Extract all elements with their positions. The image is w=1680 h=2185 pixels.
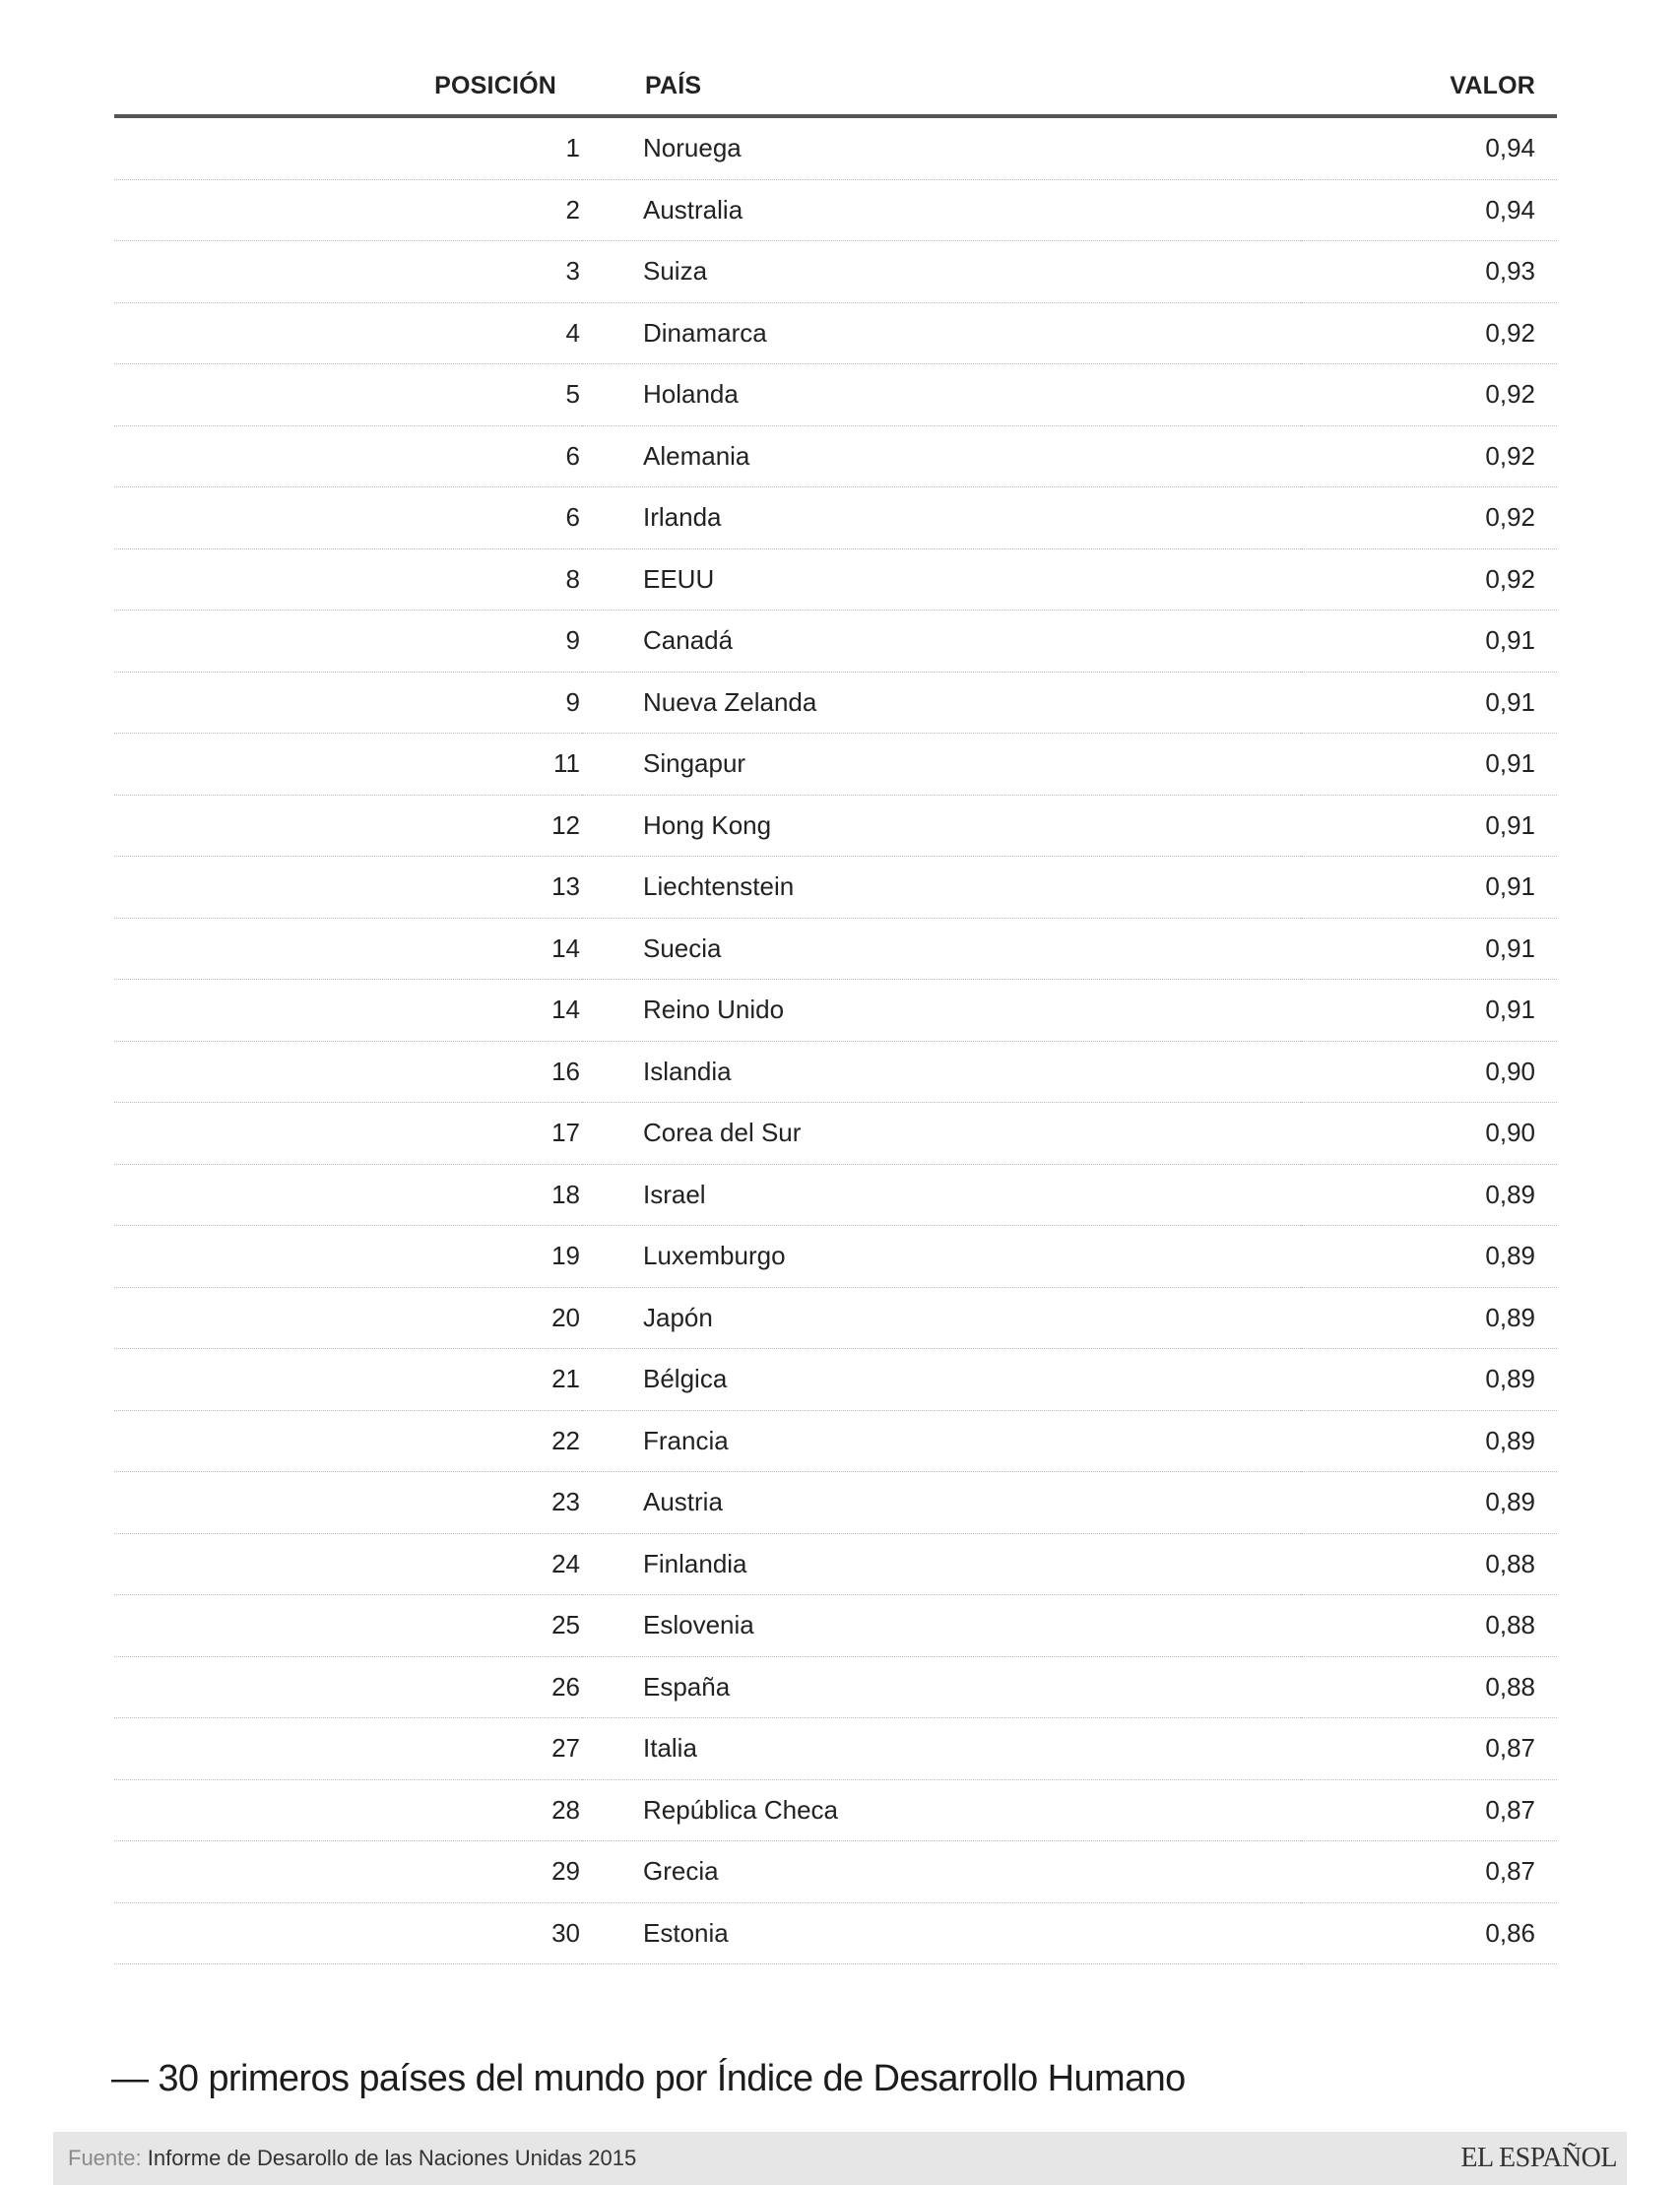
cell-position: 18 bbox=[114, 1164, 582, 1226]
cell-country: Alemania bbox=[582, 425, 1301, 487]
cell-country: Islandia bbox=[582, 1041, 1301, 1103]
cell-position: 22 bbox=[114, 1410, 582, 1472]
cell-value: 0,87 bbox=[1301, 1718, 1557, 1780]
cell-value: 0,94 bbox=[1301, 116, 1557, 179]
cell-country: Austria bbox=[582, 1472, 1301, 1534]
table-row bbox=[114, 179, 1557, 241]
cell-position: 30 bbox=[114, 1902, 582, 1964]
table-row bbox=[114, 116, 1557, 179]
cell-value: 0,88 bbox=[1301, 1595, 1557, 1657]
cell-position: 9 bbox=[114, 672, 582, 734]
ranking-table-container bbox=[114, 57, 1557, 1964]
table-row bbox=[114, 1103, 1557, 1165]
cell-position: 9 bbox=[114, 611, 582, 673]
cell-position: 26 bbox=[114, 1656, 582, 1718]
cell-country: Irlanda bbox=[582, 487, 1301, 549]
cell-value: 0,89 bbox=[1301, 1226, 1557, 1288]
source-line bbox=[68, 2146, 636, 2171]
cell-position: 14 bbox=[114, 980, 582, 1042]
cell-value: 0,92 bbox=[1301, 548, 1557, 611]
table-row bbox=[114, 487, 1557, 549]
cell-position: 19 bbox=[114, 1226, 582, 1288]
table-row bbox=[114, 1841, 1557, 1903]
cell-value: 0,92 bbox=[1301, 302, 1557, 364]
cell-country: Finlandia bbox=[582, 1533, 1301, 1595]
cell-value: 0,92 bbox=[1301, 364, 1557, 426]
table-row bbox=[114, 241, 1557, 303]
cell-country: Francia bbox=[582, 1410, 1301, 1472]
table-row bbox=[114, 1533, 1557, 1595]
cell-value: 0,89 bbox=[1301, 1472, 1557, 1534]
cell-position: 24 bbox=[114, 1533, 582, 1595]
table-row bbox=[114, 1718, 1557, 1780]
table-row bbox=[114, 1902, 1557, 1964]
cell-country: Dinamarca bbox=[582, 302, 1301, 364]
source-text: Informe de Desarollo de las Naciones Unidas 2015 bbox=[147, 2146, 637, 2170]
cell-position: 8 bbox=[114, 548, 582, 611]
cell-country: Bélgica bbox=[582, 1349, 1301, 1411]
cell-country: Australia bbox=[582, 179, 1301, 241]
header-position[interactable]: POSICIÓN bbox=[114, 57, 582, 116]
cell-value: 0,88 bbox=[1301, 1656, 1557, 1718]
table-row bbox=[114, 1287, 1557, 1349]
cell-value: 0,90 bbox=[1301, 1103, 1557, 1165]
cell-value: 0,86 bbox=[1301, 1902, 1557, 1964]
cell-value: 0,89 bbox=[1301, 1410, 1557, 1472]
table-row bbox=[114, 302, 1557, 364]
cell-country: Noruega bbox=[582, 116, 1301, 179]
table-row bbox=[114, 980, 1557, 1042]
cell-country: Estonia bbox=[582, 1902, 1301, 1964]
cell-value: 0,87 bbox=[1301, 1779, 1557, 1841]
table-row bbox=[114, 1656, 1557, 1718]
cell-position: 29 bbox=[114, 1841, 582, 1903]
cell-position: 27 bbox=[114, 1718, 582, 1780]
cell-country: Canadá bbox=[582, 611, 1301, 673]
cell-country: Reino Unido bbox=[582, 980, 1301, 1042]
cell-value: 0,91 bbox=[1301, 980, 1557, 1042]
cell-country: Eslovenia bbox=[582, 1595, 1301, 1657]
table-row bbox=[114, 1164, 1557, 1226]
cell-position: 5 bbox=[114, 364, 582, 426]
cell-value: 0,94 bbox=[1301, 179, 1557, 241]
table-row bbox=[114, 857, 1557, 919]
table-row bbox=[114, 918, 1557, 980]
table-row bbox=[114, 1595, 1557, 1657]
cell-country: República Checa bbox=[582, 1779, 1301, 1841]
cell-value: 0,90 bbox=[1301, 1041, 1557, 1103]
cell-value: 0,89 bbox=[1301, 1349, 1557, 1411]
cell-position: 25 bbox=[114, 1595, 582, 1657]
cell-position: 21 bbox=[114, 1349, 582, 1411]
cell-position: 14 bbox=[114, 918, 582, 980]
cell-value: 0,91 bbox=[1301, 857, 1557, 919]
table-row bbox=[114, 1472, 1557, 1534]
table-header-row bbox=[114, 57, 1557, 116]
table-row bbox=[114, 672, 1557, 734]
cell-value: 0,91 bbox=[1301, 672, 1557, 734]
cell-country: Suecia bbox=[582, 918, 1301, 980]
source-label: Fuente: bbox=[68, 2146, 142, 2170]
cell-value: 0,87 bbox=[1301, 1841, 1557, 1903]
cell-position: 1 bbox=[114, 116, 582, 179]
table-row bbox=[114, 1779, 1557, 1841]
cell-value: 0,91 bbox=[1301, 918, 1557, 980]
table-row bbox=[114, 425, 1557, 487]
cell-country: Suiza bbox=[582, 241, 1301, 303]
table-row bbox=[114, 1410, 1557, 1472]
cell-value: 0,92 bbox=[1301, 425, 1557, 487]
cell-country: Hong Kong bbox=[582, 795, 1301, 857]
cell-position: 28 bbox=[114, 1779, 582, 1841]
table-row bbox=[114, 795, 1557, 857]
brand-logo: EL ESPAÑOL bbox=[1460, 2143, 1617, 2173]
table-caption: — 30 primeros países del mundo por Índice de Desarrollo Humano bbox=[111, 2058, 1186, 2099]
cell-position: 4 bbox=[114, 302, 582, 364]
cell-country: Italia bbox=[582, 1718, 1301, 1780]
table-row bbox=[114, 734, 1557, 796]
table-body bbox=[114, 116, 1557, 1964]
cell-position: 3 bbox=[114, 241, 582, 303]
cell-position: 23 bbox=[114, 1472, 582, 1534]
cell-country: Israel bbox=[582, 1164, 1301, 1226]
cell-position: 12 bbox=[114, 795, 582, 857]
cell-value: 0,91 bbox=[1301, 734, 1557, 796]
cell-country: Singapur bbox=[582, 734, 1301, 796]
table-row bbox=[114, 1041, 1557, 1103]
footer-bar bbox=[53, 2132, 1627, 2185]
cell-position: 11 bbox=[114, 734, 582, 796]
cell-value: 0,92 bbox=[1301, 487, 1557, 549]
cell-value: 0,91 bbox=[1301, 795, 1557, 857]
cell-country: Luxemburgo bbox=[582, 1226, 1301, 1288]
cell-country: España bbox=[582, 1656, 1301, 1718]
cell-country: Nueva Zelanda bbox=[582, 672, 1301, 734]
header-value[interactable]: VALOR bbox=[1301, 57, 1557, 116]
cell-country: Grecia bbox=[582, 1841, 1301, 1903]
cell-value: 0,89 bbox=[1301, 1287, 1557, 1349]
header-country[interactable]: PAÍS bbox=[582, 57, 1301, 116]
table-row bbox=[114, 364, 1557, 426]
cell-country: EEUU bbox=[582, 548, 1301, 611]
cell-value: 0,89 bbox=[1301, 1164, 1557, 1226]
table-row bbox=[114, 1349, 1557, 1411]
cell-position: 16 bbox=[114, 1041, 582, 1103]
cell-country: Liechtenstein bbox=[582, 857, 1301, 919]
ranking-table bbox=[114, 57, 1557, 1964]
cell-country: Japón bbox=[582, 1287, 1301, 1349]
cell-country: Corea del Sur bbox=[582, 1103, 1301, 1165]
table-row bbox=[114, 548, 1557, 611]
cell-value: 0,93 bbox=[1301, 241, 1557, 303]
cell-country: Holanda bbox=[582, 364, 1301, 426]
table-row bbox=[114, 611, 1557, 673]
cell-position: 6 bbox=[114, 487, 582, 549]
cell-value: 0,88 bbox=[1301, 1533, 1557, 1595]
table-row bbox=[114, 1226, 1557, 1288]
cell-position: 2 bbox=[114, 179, 582, 241]
cell-position: 20 bbox=[114, 1287, 582, 1349]
cell-value: 0,91 bbox=[1301, 611, 1557, 673]
cell-position: 13 bbox=[114, 857, 582, 919]
cell-position: 6 bbox=[114, 425, 582, 487]
cell-position: 17 bbox=[114, 1103, 582, 1165]
